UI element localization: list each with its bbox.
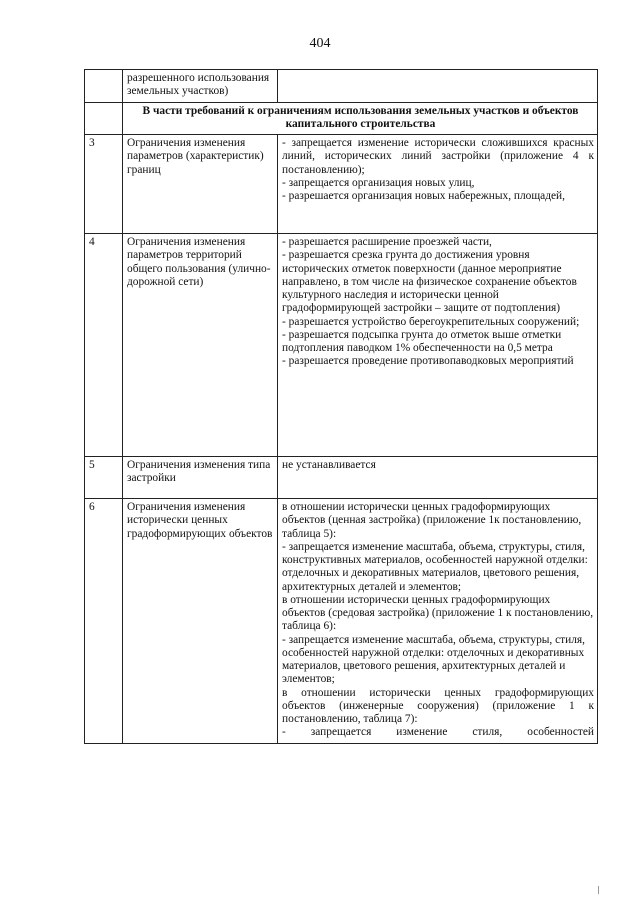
value-line: - запрещается изменение исторически сложившихся красных линий, исторических линий застройки (приложение 4 к постановлению); <box>282 137 594 176</box>
row-number-cell <box>85 102 123 135</box>
value-line: - разрешается устройство берегоукрепительных сооружений; <box>282 315 580 328</box>
value-line: - запрещается изменение масштаба, объема, структуры, стиля, особенностей наружной отделки: отделочных и декоративных материалов, цветового решения, архитектурных деталей и элементов; <box>282 633 586 686</box>
table-row-section-heading <box>85 102 598 135</box>
page-number: 404 <box>309 36 331 51</box>
value-line: - запрещается организация новых улиц, <box>282 176 475 189</box>
value-line: - запрещается изменение стиля, особенностей <box>282 726 594 739</box>
restrictions-table <box>84 69 598 744</box>
table-row-6 <box>85 499 598 744</box>
value-line: в отношении исторически ценных градоформирующих объектов (средовая застройка) (приложение 1 к постановлению, таблица 6): <box>282 593 594 633</box>
value-line: - запрещается изменение масштаба, объема, структуры, стиля, конструктивных материалов, особенностей наружной отделки: отделочных и декоративных материалов, цветового решения, архитектурных деталей и элементов; <box>282 540 588 593</box>
value-cell <box>278 135 598 234</box>
value-line: - разрешается организация новых набережных, площадей, <box>282 190 566 202</box>
parameter-cell: разрешенного использования земельных участков) <box>123 70 278 103</box>
value-cell <box>278 70 598 103</box>
value-line: в отношении исторически ценных градоформирующих объектов (ценная застройка) (приложение 1к постановлению, таблица 5): <box>282 501 582 540</box>
value-line: - разрешается расширение проезжей части, <box>282 236 492 248</box>
value-line: - разрешается проведение противопаводковых мероприятий <box>282 355 574 368</box>
row-number-cell: 6 <box>85 499 123 744</box>
value-cell <box>278 234 598 457</box>
value-line: - разрешается срезка грунта до достижения уровня исторических отметок поверхности (данное мероприятие направлено, в том числе на физическое сохранение объектов культурного наследия и исторически ценной градоформирующей застройки – защите от подтопления) <box>282 249 577 315</box>
row-number-cell: 4 <box>85 234 123 457</box>
section-heading: В части требований к ограничениям использования земельных участков и объектов капитального строительства <box>123 102 598 135</box>
value-line: не устанавливается <box>282 459 376 471</box>
parameter-cell: Ограничения изменения исторически ценных градоформирующих объектов <box>123 499 278 744</box>
row-number-cell <box>85 70 123 103</box>
parameter-cell: Ограничения изменения параметров (характеристик) границ <box>123 135 278 234</box>
table-row-3 <box>85 135 598 234</box>
table-row-4 <box>85 234 598 457</box>
value-cell <box>278 457 598 499</box>
value-line: - разрешается подсыпка грунта до отметок выше отметки подтопления паводком 1% обеспеченности на 0,5 метра <box>282 328 562 354</box>
value-cell <box>278 499 598 744</box>
row-number-cell: 5 <box>85 457 123 499</box>
row-number-cell: 3 <box>85 135 123 234</box>
parameter-cell: Ограничения изменения типа застройки <box>123 457 278 499</box>
scan-mark <box>598 886 599 894</box>
value-line: в отношении исторически ценных градоформирующих объектов (инженерные сооружения) (приложение 1 к постановлению, таблица 7): <box>282 686 594 725</box>
parameter-cell: Ограничения изменения параметров территорий общего пользования (улично-дорожной сети) <box>123 234 278 457</box>
table-row-5 <box>85 457 598 499</box>
table-row-continuation <box>85 70 598 103</box>
